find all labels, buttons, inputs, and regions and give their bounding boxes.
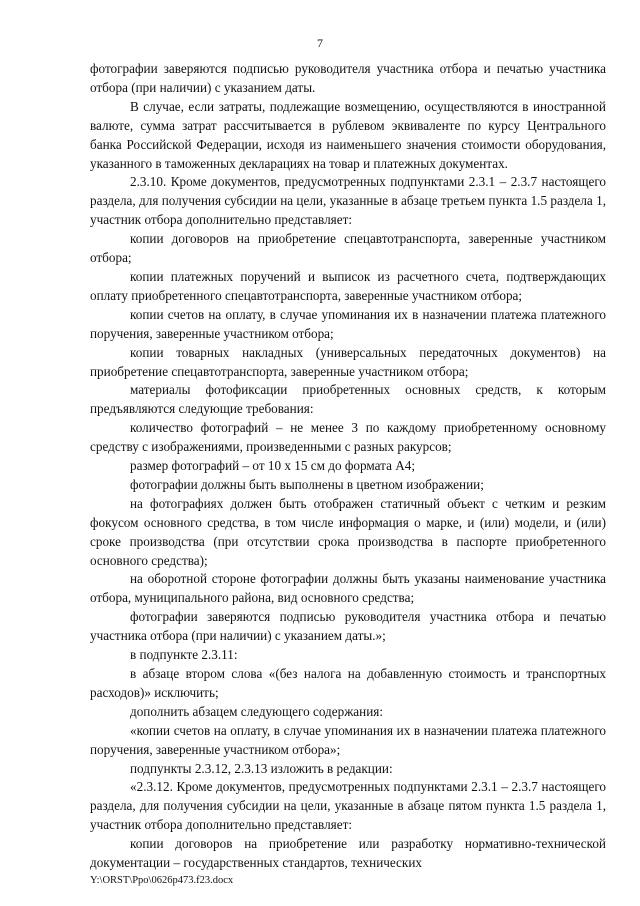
paragraph: в абзаце втором слова «(без налога на добавленную стоимость и транспортных расходов)» исключить;	[90, 666, 606, 700]
paragraph: на оборотной стороне фотографии должны быть указаны наименование участника отбора, муниципального района, вид основного средства;	[90, 571, 606, 606]
paragraph: 2.3.10. Кроме документов, предусмотренных подпунктами 2.3.1 – 2.3.7 настоящего раздела, для получения субсидии на цели, указанные в абзаце третьем пункта 1.5 раздела 1, участник отбора дополнительно представляет:	[90, 174, 606, 228]
paragraph: подпункты 2.3.12, 2.3.13 изложить в редакции:	[130, 760, 393, 776]
paragraph: фотографии заверяются подписью руководителя участника отбора и печатью участника отбора (при наличии) с указанием даты.	[90, 61, 606, 95]
paragraph: количество фотографий – не менее 3 по каждому приобретенному основному средству с изображениями, произведенными с разных ракурсов;	[90, 420, 606, 455]
paragraph: размер фотографий – от 10 х 15 см до формата А4;	[130, 458, 415, 474]
document-body	[90, 60, 606, 873]
paragraph: В случае, если затраты, подлежащие возмещению, осуществляются в иностранной валюте, сумма затрат рассчитывается в рублевом эквиваленте по курсу Центрального банка Российской Федерации, исходя из наименьшего значения стоимости оборудования, указанного в таможенных декларациях на товар и платежных документах.	[90, 98, 606, 171]
paragraph: материалы фотофиксации приобретенных основных средств, к которым предъявляются следующие требования:	[90, 382, 606, 417]
footer-file-path: Y:\ORST\Ppo\0626p473.f23.docx	[90, 875, 234, 886]
paragraph: на фотографиях должен быть отображен статичный объект с четким и резким фокусом основного средства, в том числе информация о марке, и (или) модели, и (или) сроке производства (при отсутствии срока производства в паспорте приобретенного основного средства);	[90, 495, 606, 568]
page-number: 7	[317, 36, 323, 50]
paragraph: фотографии заверяются подписью руководителя участника отбора и печатью участника отбора (при наличии) с указанием даты.»;	[90, 609, 606, 644]
paragraph: дополнить абзацем следующего содержания:	[130, 703, 384, 719]
paragraph: в подпункте 2.3.11:	[130, 647, 238, 663]
paragraph: копии договоров на приобретение спецавтотранспорта, заверенные участником отбора;	[90, 231, 606, 266]
paragraph: фотографии должны быть выполнены в цветном изображении;	[130, 476, 484, 492]
paragraph: копии платежных поручений и выписок из расчетного счета, подтверждающих оплату приобретенного спецавтотранспорта, заверенные участником отбора;	[90, 268, 606, 303]
paragraph: «2.3.12. Кроме документов, предусмотренных подпунктами 2.3.1 – 2.3.7 настоящего раздела, для получения субсидии на цели, указанные в абзаце пятом пункта 1.5 раздела 1, участник отбора дополнительно представляет:	[90, 779, 606, 833]
paragraph: «копии счетов на оплату, в случае упоминания их в назначении платежа платежного поручения, заверенные участником отбора»;	[90, 722, 606, 757]
paragraph: копии счетов на оплату, в случае упоминания их в назначении платежа платежного поручения, заверенные участником отбора;	[90, 306, 606, 341]
paragraph: копии договоров на приобретение или разработку нормативно-технической документации – государственных стандартов, технических	[90, 836, 606, 871]
paragraph: копии товарных накладных (универсальных передаточных документов) на приобретение спецавтотранспорта, заверенные участником отбора;	[90, 344, 606, 379]
